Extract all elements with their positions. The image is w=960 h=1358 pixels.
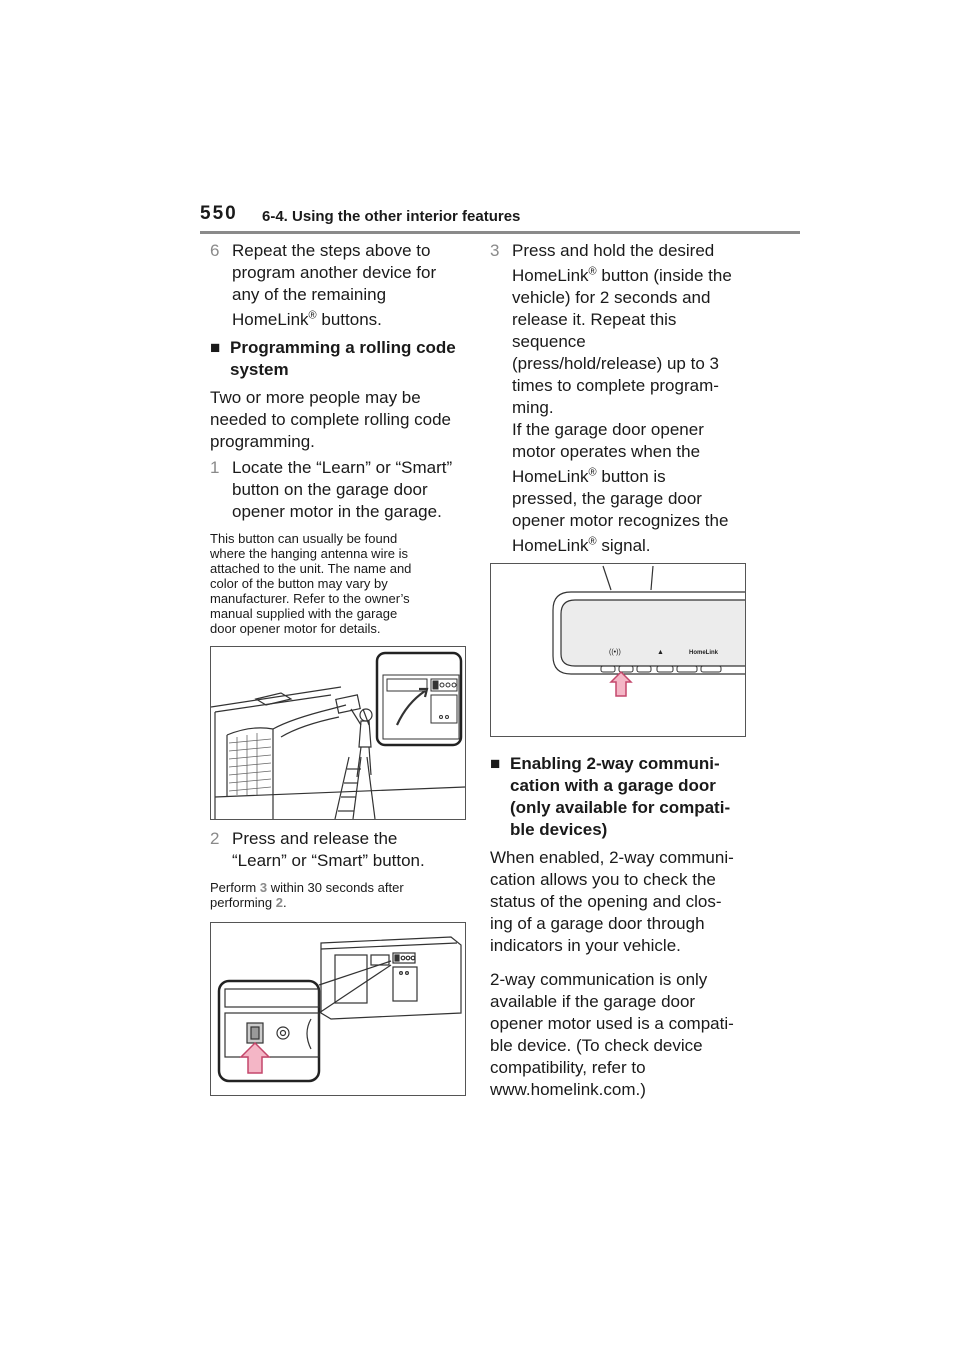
left-column bbox=[210, 240, 472, 1096]
heading-rolling-code bbox=[210, 337, 472, 381]
step-6 bbox=[210, 240, 472, 331]
text-fragment: signal. bbox=[596, 536, 651, 555]
square-bullet-icon: ■ bbox=[490, 754, 501, 773]
text-line: cation allows you to check the bbox=[490, 870, 716, 889]
registered-mark: ® bbox=[588, 466, 597, 479]
triangle-icon: ▲ bbox=[657, 649, 664, 656]
learn-button-illustration bbox=[211, 923, 465, 1095]
text-line: opener motor recognizes the bbox=[512, 511, 729, 530]
text-line: 2-way communication is only bbox=[490, 970, 708, 989]
registered-mark: ® bbox=[588, 265, 597, 278]
step-reference: 2 bbox=[275, 895, 283, 910]
heading-line: ble devices) bbox=[510, 820, 608, 839]
text-line: pressed, the garage door bbox=[512, 489, 702, 508]
step-number: 6 bbox=[210, 241, 220, 260]
brand-text: HomeLink bbox=[232, 310, 309, 329]
page-number: 550 bbox=[200, 203, 238, 224]
text-fragment: Perform bbox=[210, 880, 260, 895]
text-line: This button can usually be found bbox=[210, 531, 398, 546]
text-line: Locate the “Learn” or “Smart” bbox=[232, 458, 453, 477]
text-line: where the hanging antenna wire is bbox=[210, 546, 409, 561]
text-line: opener motor used is a compati- bbox=[490, 1014, 734, 1033]
text-line bbox=[512, 466, 752, 488]
registered-mark: ® bbox=[308, 309, 317, 322]
section-title: 6-4. Using the other interior features bbox=[262, 208, 521, 225]
two-way-description bbox=[490, 847, 752, 957]
right-column bbox=[490, 240, 752, 1105]
step-reference: 3 bbox=[259, 880, 268, 895]
text-fragment: button (inside the bbox=[596, 266, 732, 285]
text-line bbox=[232, 309, 472, 331]
intro-paragraph bbox=[210, 387, 472, 453]
signal-icon: ((•)) bbox=[609, 649, 621, 656]
text-line: sequence bbox=[512, 332, 586, 351]
registered-mark: ® bbox=[588, 535, 597, 548]
brand-text: HomeLink bbox=[512, 266, 589, 285]
step-1 bbox=[210, 457, 472, 523]
homelink-logo-label: HomeLink bbox=[689, 650, 719, 656]
text-line bbox=[512, 535, 752, 557]
text-line: Press and hold the desired bbox=[512, 241, 715, 260]
figure-garage-opener bbox=[210, 646, 466, 820]
heading-line: Enabling 2-way communi- bbox=[510, 754, 720, 773]
heading-two-way bbox=[490, 753, 752, 841]
text-line: times to complete program- bbox=[512, 376, 719, 395]
heading-line: system bbox=[230, 360, 289, 379]
text-fragment: performing bbox=[210, 895, 276, 910]
text-line: opener motor in the garage. bbox=[232, 502, 442, 521]
step-2 bbox=[210, 828, 472, 872]
text-line: program another device for bbox=[232, 263, 437, 282]
text-line bbox=[210, 895, 472, 910]
text-line: programming. bbox=[210, 432, 315, 451]
text-line: status of the opening and clos- bbox=[490, 892, 722, 911]
mirror-illustration bbox=[491, 564, 745, 736]
figure-learn-button bbox=[210, 922, 466, 1096]
step-number: 3 bbox=[490, 241, 500, 260]
heading-line: Programming a rolling code bbox=[230, 338, 456, 357]
text-line: any of the remaining bbox=[232, 285, 387, 304]
text-line: needed to complete rolling code bbox=[210, 410, 451, 429]
text-line: “Learn” or “Smart” button. bbox=[232, 851, 425, 870]
text-line: Repeat the steps above to bbox=[232, 241, 431, 260]
text-line: When enabled, 2-way communi- bbox=[490, 848, 734, 867]
text-line: If the garage door opener bbox=[512, 420, 704, 439]
step-3 bbox=[490, 240, 752, 557]
text-line: color of the button may vary by bbox=[210, 576, 388, 591]
two-way-compatibility bbox=[490, 969, 752, 1101]
text-line: manufacturer. Refer to the owner’s bbox=[210, 591, 410, 606]
text-line: button on the garage door bbox=[232, 480, 428, 499]
text-fragment: within 30 seconds after bbox=[267, 880, 404, 895]
note-timing bbox=[210, 880, 472, 910]
garage-illustration bbox=[211, 647, 465, 819]
text-fragment: button is bbox=[596, 467, 666, 486]
step-number: 2 bbox=[210, 829, 220, 848]
text-line: ble device. (To check device bbox=[490, 1036, 703, 1055]
square-bullet-icon: ■ bbox=[210, 338, 221, 357]
text-line: Two or more people may be bbox=[210, 388, 421, 407]
text-line: compatibility, refer to bbox=[490, 1058, 646, 1077]
heading-line: (only available for compati- bbox=[510, 798, 731, 817]
text-line: motor operates when the bbox=[512, 442, 701, 461]
text-line: release it. Repeat this bbox=[512, 310, 677, 329]
text-line: available if the garage door bbox=[490, 992, 696, 1011]
brand-text: HomeLink bbox=[512, 467, 589, 486]
text-fragment: . bbox=[282, 895, 287, 910]
page-header bbox=[200, 203, 800, 235]
press-arrow-icon bbox=[611, 672, 631, 696]
text-line: vehicle) for 2 seconds and bbox=[512, 288, 711, 307]
text-line: ing of a garage door through bbox=[490, 914, 705, 933]
text-line bbox=[210, 880, 472, 895]
brand-text: HomeLink bbox=[512, 536, 589, 555]
text-line: indicators in your vehicle. bbox=[490, 936, 681, 955]
text-line: (press/hold/release) up to 3 bbox=[512, 354, 719, 373]
text-line: www.homelink.com.) bbox=[490, 1080, 646, 1099]
header-rule bbox=[200, 231, 800, 234]
text-fragment: buttons. bbox=[316, 310, 382, 329]
text-line: Press and release the bbox=[232, 829, 398, 848]
step-number: 1 bbox=[210, 458, 220, 477]
figure-rearview-mirror bbox=[490, 563, 746, 737]
text-line bbox=[512, 265, 752, 287]
text-line: attached to the unit. The name and bbox=[210, 561, 412, 576]
heading-line: cation with a garage door bbox=[510, 776, 716, 795]
note-learn-button bbox=[210, 531, 472, 636]
text-line: manual supplied with the garage bbox=[210, 606, 398, 621]
text-line: ming. bbox=[512, 398, 554, 417]
text-line: door opener motor for details. bbox=[210, 621, 381, 636]
